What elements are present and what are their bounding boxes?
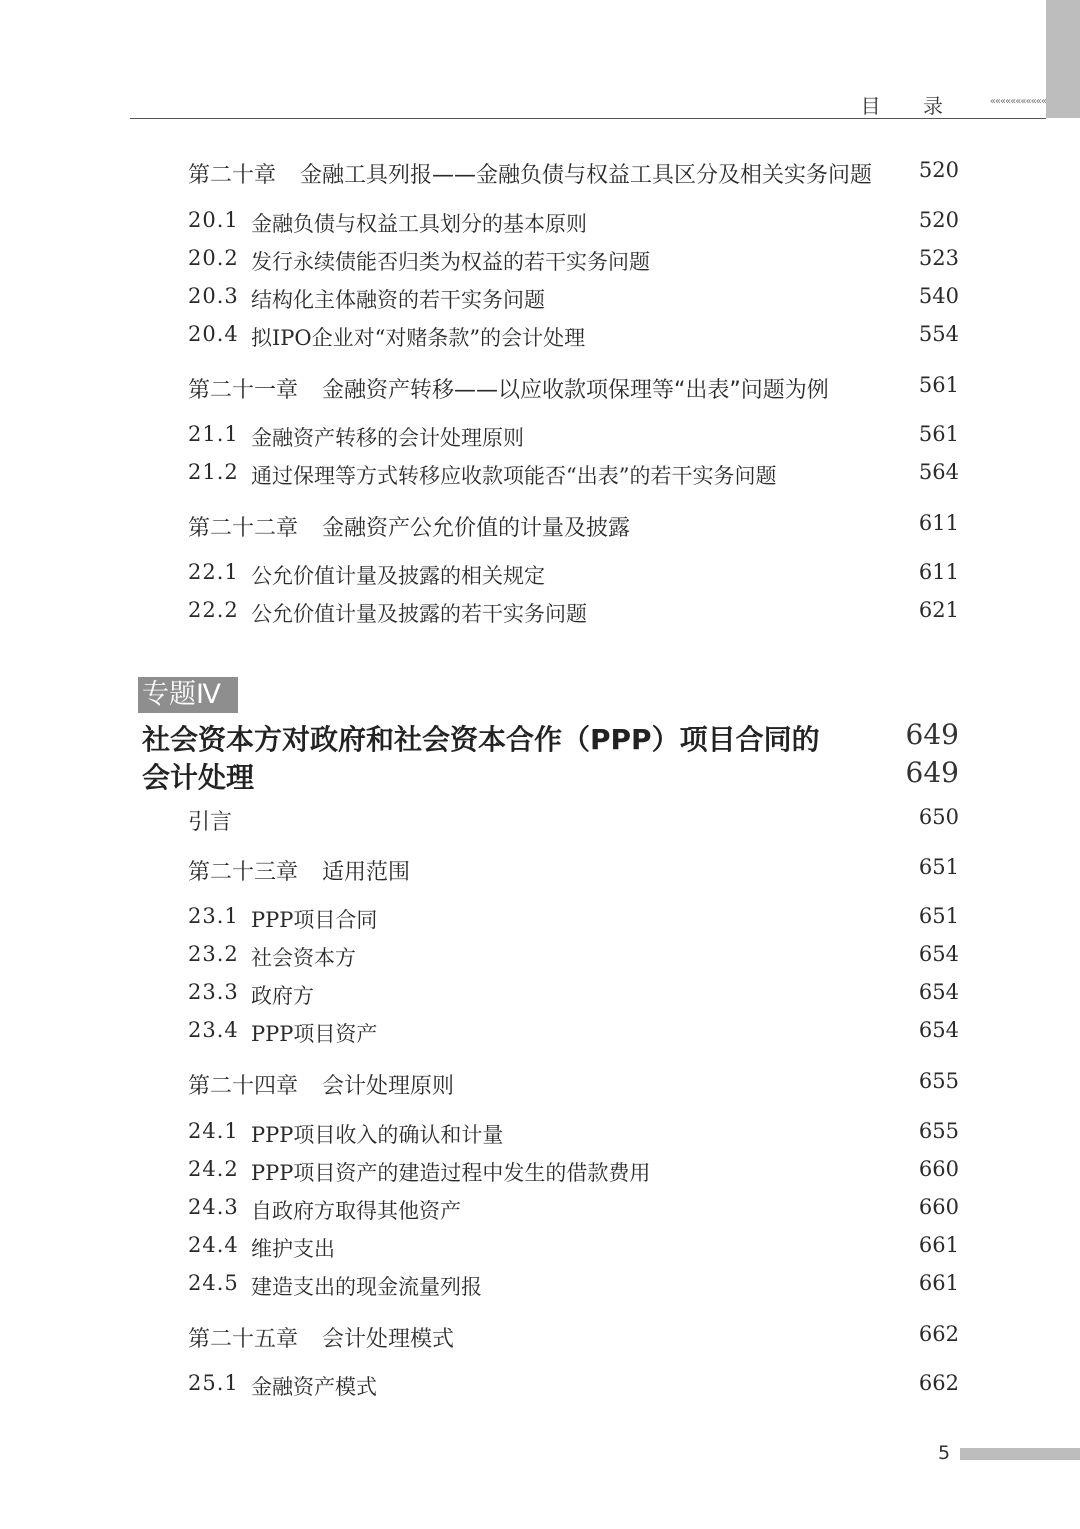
section-number: 24.1 [188, 1119, 239, 1143]
footer-bar [960, 1448, 1080, 1460]
toc-section-24-4 [0, 1233, 1080, 1269]
toc-section-24-2 [0, 1157, 1080, 1193]
section-number: 23.3 [188, 980, 239, 1004]
toc-section-23-2 [0, 942, 1080, 978]
toc-chapter-22 [0, 511, 1080, 547]
section-page: 611 [918, 560, 959, 584]
toc-section-25-1 [0, 1371, 1080, 1407]
section-title: 拟IPO企业对“对赌条款”的会计处理 [251, 326, 586, 350]
section-number: 24.3 [188, 1195, 239, 1219]
section-title: 发行永续债能否归类为权益的若干实务问题 [251, 250, 650, 274]
section-title: PPP项目合同 [251, 908, 378, 932]
section-page: 561 [918, 422, 959, 446]
toc-section-23-3 [0, 980, 1080, 1016]
section-number: 23.2 [188, 942, 239, 966]
toc-section-22-1 [0, 560, 1080, 596]
section-page: 655 [918, 1119, 959, 1143]
section-number: 24.5 [188, 1271, 239, 1295]
toc-intro [0, 805, 1080, 841]
section-title: 通过保理等方式转移应收款项能否“出表”的若干实务问题 [251, 464, 777, 488]
toc-chapter-23 [0, 855, 1080, 891]
toc-section-20-3 [0, 284, 1080, 320]
toc-section-21-1 [0, 422, 1080, 458]
section-page: 654 [918, 980, 959, 1004]
chapter-title: 金融工具列报——金融负债与权益工具区分及相关实务问题 [300, 163, 873, 188]
toc-section-24-5 [0, 1271, 1080, 1307]
toc-section-22-2 [0, 598, 1080, 634]
page-header [130, 90, 1046, 119]
toc-chapter-21 [0, 373, 1080, 409]
section-number: 24.4 [188, 1233, 239, 1257]
chapter-page: 611 [918, 511, 959, 535]
chapter-page: 651 [918, 855, 959, 879]
special-topic-tag: 专题Ⅳ [138, 677, 238, 713]
chapter-title: 金融资产转移——以应收款项保理等“出表”问题为例 [322, 378, 829, 403]
section-page: 621 [918, 598, 959, 622]
section-title: 公允价值计量及披露的若干实务问题 [251, 602, 587, 626]
toc-section-21-2 [0, 460, 1080, 496]
chapter-page: 662 [918, 1322, 959, 1346]
toc-section-23-4 [0, 1018, 1080, 1054]
section-number: 20.3 [188, 284, 239, 308]
section-page: 660 [918, 1157, 959, 1181]
section-title: 金融资产模式 [251, 1375, 377, 1399]
section-title: 建造支出的现金流量列报 [251, 1275, 482, 1299]
chapter-number: 第二十四章 [188, 1074, 299, 1099]
section-number: 20.4 [188, 322, 239, 346]
section-page: 654 [918, 1018, 959, 1042]
intro-page: 650 [918, 805, 959, 829]
chapter-page: 561 [918, 373, 959, 397]
section-number: 22.2 [188, 598, 239, 622]
section-page: 520 [918, 208, 959, 232]
section-title: PPP项目收入的确认和计量 [251, 1123, 504, 1147]
section-page: 662 [918, 1371, 959, 1395]
section-title: 维护支出 [251, 1237, 335, 1261]
chapter-title: 适用范围 [322, 860, 411, 885]
section-title: 金融资产转移的会计处理原则 [251, 426, 524, 450]
special-topic-title-line1: 社会资本方对政府和社会资本合作（PPP）项目合同的 [142, 723, 820, 756]
toc-section-24-1 [0, 1119, 1080, 1155]
section-page: 660 [918, 1195, 959, 1219]
section-number: 20.1 [188, 208, 239, 232]
page-edge-tab [1046, 0, 1080, 118]
section-page: 661 [918, 1271, 959, 1295]
section-number: 25.1 [188, 1371, 239, 1395]
special-topic-title-line2: 会计处理 [142, 761, 255, 794]
section-page: 554 [918, 322, 959, 346]
section-page: 540 [918, 284, 959, 308]
header-title: 目 录 [860, 94, 961, 118]
chapter-title: 会计处理模式 [322, 1327, 455, 1352]
section-title: 政府方 [251, 984, 314, 1008]
toc-section-20-2 [0, 246, 1080, 282]
section-title: 金融负债与权益工具划分的基本原则 [251, 212, 587, 236]
section-number: 21.2 [188, 460, 239, 484]
chapter-number: 第二十五章 [188, 1327, 299, 1352]
section-number: 22.1 [188, 560, 239, 584]
section-page: 564 [918, 460, 959, 484]
section-page: 654 [918, 942, 959, 966]
toc-section-20-4 [0, 322, 1080, 358]
chapter-number: 第二十章 [188, 163, 277, 188]
section-title: 结构化主体融资的若干实务问题 [251, 288, 545, 312]
section-page: 651 [918, 904, 959, 928]
toc-chapter-25 [0, 1322, 1080, 1358]
section-number: 23.1 [188, 904, 239, 928]
section-title: PPP项目资产 [251, 1022, 378, 1046]
section-number: 24.2 [188, 1157, 239, 1181]
toc-section-24-3 [0, 1195, 1080, 1231]
chapter-number: 第二十二章 [188, 516, 299, 541]
chapter-page: 655 [918, 1069, 959, 1093]
toc-chapter-20 [0, 158, 1080, 194]
section-title: PPP项目资产的建造过程中发生的借款费用 [251, 1161, 651, 1185]
chapter-title: 金融资产公允价值的计量及披露 [322, 516, 631, 541]
section-number: 20.2 [188, 246, 239, 270]
chapter-number: 第二十三章 [188, 860, 299, 885]
special-topic-page-1: 649 [905, 718, 959, 751]
section-title: 社会资本方 [251, 946, 356, 970]
section-title: 自政府方取得其他资产 [251, 1199, 461, 1223]
chapter-title: 会计处理原则 [322, 1074, 455, 1099]
section-page: 661 [918, 1233, 959, 1257]
special-topic-page-2: 649 [905, 756, 959, 789]
section-number: 21.1 [188, 422, 239, 446]
chapter-page: 520 [918, 158, 959, 182]
section-page: 523 [918, 246, 959, 270]
toc-section-23-1 [0, 904, 1080, 940]
toc-chapter-24 [0, 1069, 1080, 1105]
intro-title: 引言 [188, 810, 233, 835]
section-number: 23.4 [188, 1018, 239, 1042]
chapter-number: 第二十一章 [188, 378, 299, 403]
page-number: 5 [938, 1442, 951, 1464]
section-title: 公允价值计量及披露的相关规定 [251, 564, 545, 588]
header-decoration: ««««««««««« [989, 96, 1046, 107]
toc-section-20-1 [0, 208, 1080, 244]
